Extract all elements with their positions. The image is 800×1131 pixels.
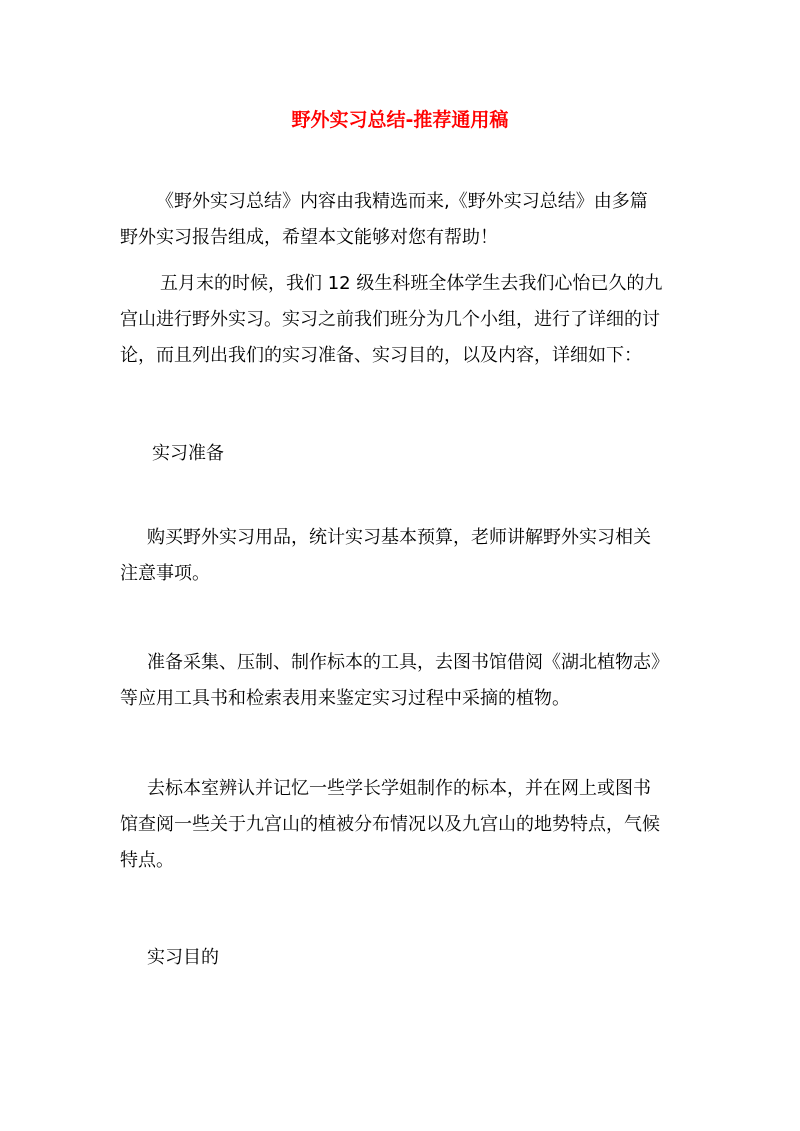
para1-line-1: 五月末的时候，我们 12 级生科班全体学生去我们心怡已久的九: [160, 273, 663, 294]
prep-paragraph-1: [120, 520, 690, 592]
body-paragraph-1: [120, 266, 690, 374]
para1-line-3: 论，而且列出我们的实习准备、实习目的，以及内容，详细如下：: [120, 345, 642, 366]
intro-line-2: 野外实习报告组成，希望本文能够对您有帮助！: [120, 227, 498, 248]
prep3-line-3: 特点。: [120, 850, 174, 871]
prep3-line-1: 去标本室辨认并记忆一些学长学姐制作的标本，并在网上或图书: [147, 778, 651, 799]
prep2-line-1: 准备采集、压制、制作标本的工具，去图书馆借阅《湖北植物志》: [147, 652, 669, 673]
prep2-line-2: 等应用工具书和检索表用来鉴定实习过程中采摘的植物。: [120, 688, 570, 709]
prep-paragraph-2: [120, 645, 690, 717]
intro-paragraph: [120, 184, 690, 256]
document-title: 野外实习总结-推荐通用稿: [291, 109, 509, 131]
section-heading-purpose: 实习目的: [147, 947, 219, 968]
prep3-line-2: 馆查阅一些关于九宫山的植被分布情况以及九宫山的地势特点，气候: [120, 814, 660, 835]
prep1-line-1: 购买野外实习用品，统计实习基本预算，老师讲解野外实习相关: [147, 527, 651, 548]
para1-line-2: 宫山进行野外实习。实习之前我们班分为几个小组，进行了详细的讨: [120, 309, 660, 330]
prep-paragraph-3: [120, 771, 690, 879]
prep1-line-2: 注意事项。: [120, 563, 210, 584]
intro-line-1: 《野外实习总结》内容由我精选而来,《野外实习总结》由多篇: [156, 191, 648, 212]
section-heading-preparation: 实习准备: [152, 443, 224, 464]
